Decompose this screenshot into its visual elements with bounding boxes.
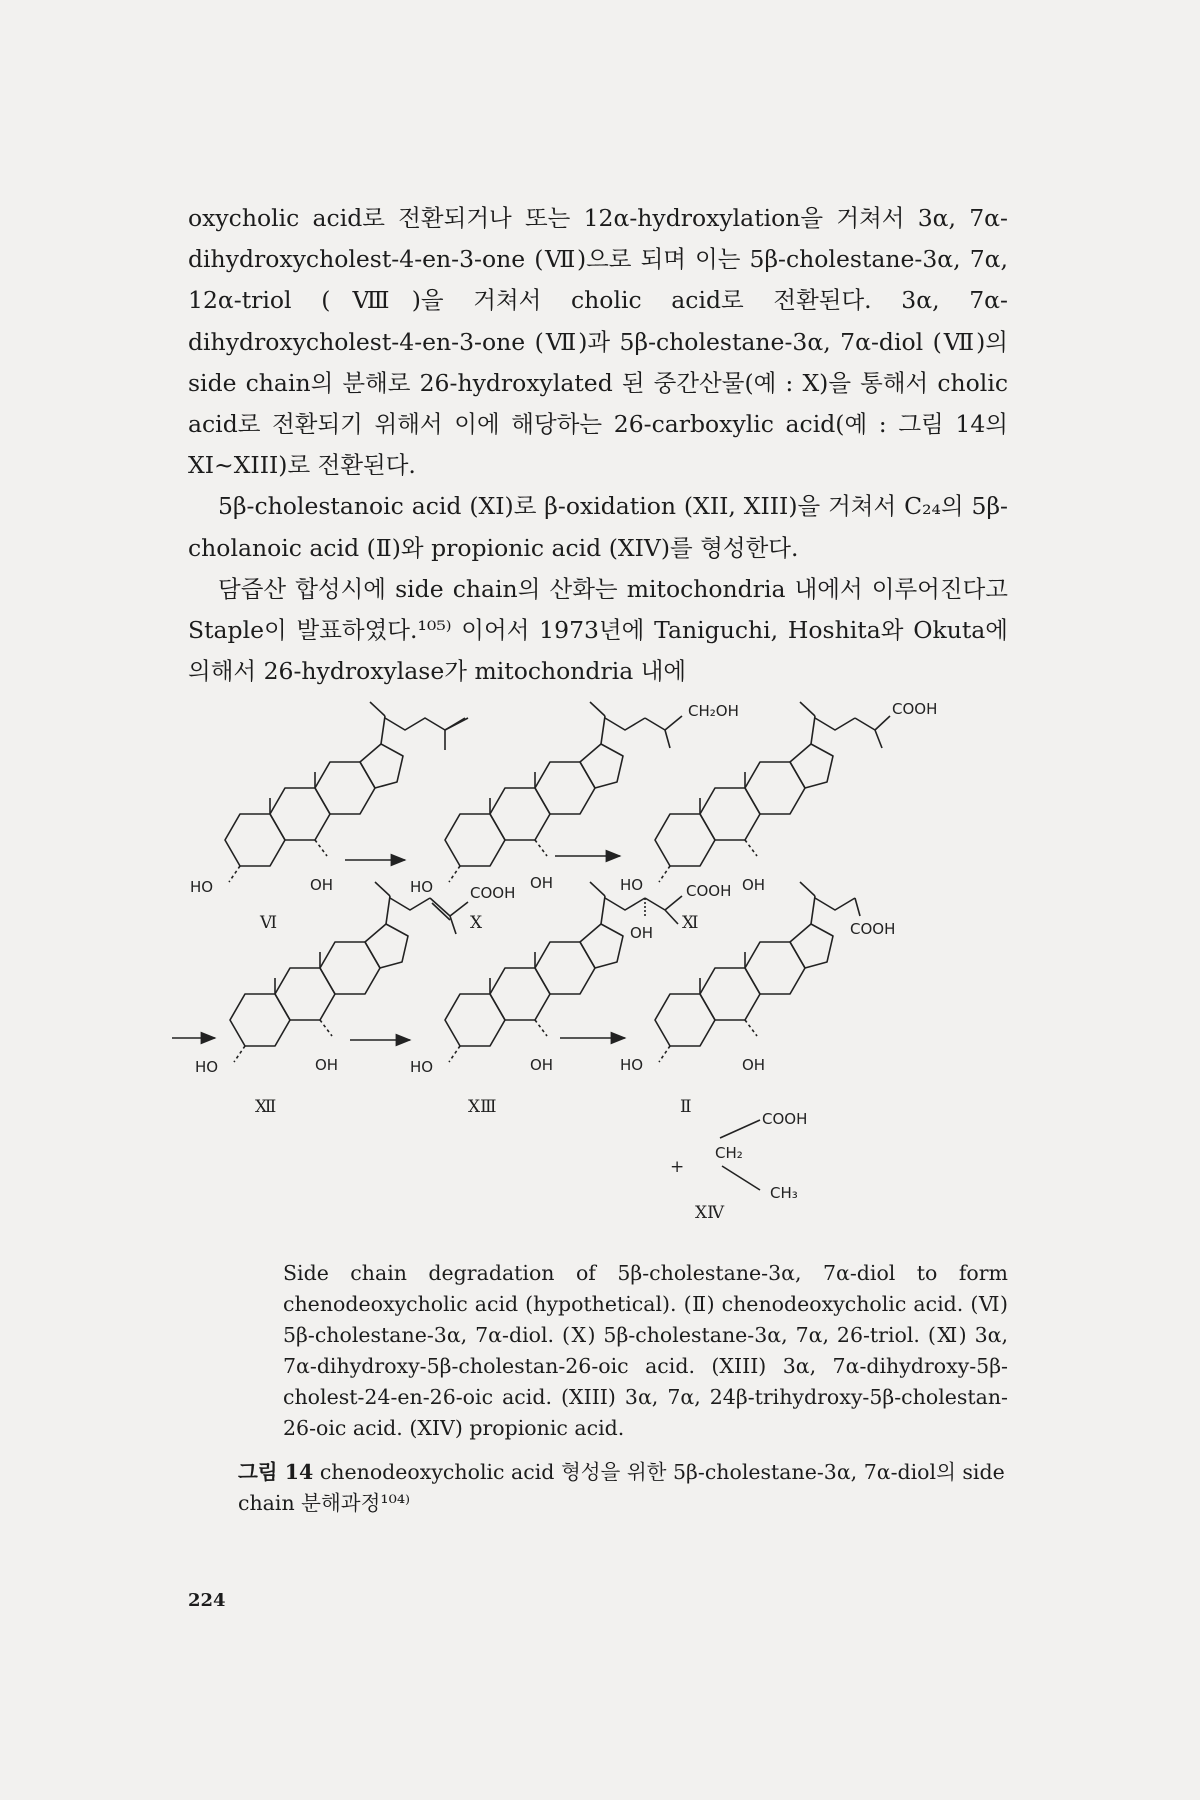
paragraph: oxycholic acid로 전환되거나 또는 12α-hydroxylation을 거쳐서 3α, 7α-dihydroxycholest-4-en-3-one (Ⅶ)으로 되며 이는 5β-cholestane-3α, 7α, 12α-triol (Ⅷ)을 거쳐서 cholic acid로 전환된다. 3α, 7α-dihydroxycholest-4-en-3-one (Ⅶ)과 5β-cholestane-3α, 7α-diol (Ⅶ)의 side chain의 분해로 26-hydroxylated 된 중간산물(예 : X)을 통해서 cholic acid로 전환되기 위해서 이에 해당하는 26-carboxylic acid(예 : 그림 14의 XI~XIII)로 전환된다. (188, 204, 1008, 480)
page-number: 224 (188, 1590, 226, 1611)
compound-label: XⅢ (468, 1097, 497, 1117)
ho-label: HO (190, 878, 214, 896)
compound-label: Ⅱ (680, 1097, 692, 1117)
compound-12 (195, 882, 515, 1117)
ch3-label: CH₃ (770, 1184, 798, 1202)
oh-label: OH (530, 1056, 554, 1074)
oh-label: OH (742, 1056, 766, 1074)
figure-caption: Side chain degradation of 5β-cholestane-3α, 7α-diol to form chenodeoxycholic acid (hypothetical). (Ⅱ) chenodeoxycholic acid. (Ⅵ) 5β-cholestane-3α, 7α-diol. (Ⅹ) 5β-cholestane-3α, 7α, 26-triol. (Ⅺ) 3α, 7α-dihydroxy-5β-cholestan-26-oic acid. (XIII) 3α, 7α-dihydroxy-5β-cholest-24-en-26-oic acid. (XIII) 3α, 7α, 24β-trihydroxy-5β-cholestan-26-oic acid. (XIV) propionic acid. (283, 1261, 1008, 1440)
reaction-scheme (190, 700, 1020, 1240)
compound-label: Ⅻ (255, 1097, 277, 1117)
ch2-label: CH₂ (715, 1144, 743, 1162)
compound-label: XⅣ (695, 1203, 725, 1223)
oh-label: OH (530, 874, 554, 892)
figure-title-text: chenodeoxycholic acid 형성을 위한 5β-cholestane-3α, 7α-diol의 side chain 분해과정¹⁰⁴⁾ (238, 1460, 1005, 1515)
compound-6 (190, 702, 468, 933)
cooh-label: COOH (470, 884, 516, 902)
oh-label: OH (310, 876, 334, 894)
compound-label: Ⅵ (260, 913, 278, 933)
cooh-label: COOH (892, 700, 938, 718)
ho-label: HO (620, 876, 644, 894)
compound-2 (620, 882, 895, 1117)
figure-14 (190, 700, 1020, 1240)
compound-label: Ⅺ (682, 913, 699, 933)
oh-label: OH (742, 876, 766, 894)
figure-number: 그림 14 (238, 1460, 314, 1484)
cooh-label: COOH (686, 882, 732, 900)
oh-label: OH (630, 924, 654, 942)
plus-sign: + (670, 1157, 685, 1177)
compound-11 (620, 700, 937, 933)
paragraph: 5β-cholestanoic acid (XI)로 β-oxidation (XII, XIII)을 거쳐서 C₂₄의 5β-cholanoic acid (Ⅱ)와 propionic acid (XIV)를 형성한다. (188, 492, 1008, 562)
ho-label: HO (620, 1056, 644, 1074)
ho-label: HO (410, 1058, 434, 1076)
ch2oh-label: CH₂OH (688, 702, 739, 720)
compound-14 (670, 1110, 807, 1223)
cooh-label: COOH (850, 920, 896, 938)
ho-label: HO (410, 878, 434, 896)
body-text (188, 198, 1008, 692)
ho-label: HO (195, 1058, 219, 1076)
compound-label: Ⅹ (470, 913, 483, 933)
figure-title (238, 1457, 1008, 1519)
paragraph: 담즙산 합성시에 side chain의 산화는 mitochondria 내에서 이루어진다고 Staple이 발표하였다.¹⁰⁵⁾ 이어서 1973년에 Taniguchi, Hoshita와 Okuta에 의해서 26-hydroxylase가 mitochondria 내에 (188, 574, 1008, 686)
oh-label: OH (315, 1056, 339, 1074)
cooh-label: COOH (762, 1110, 808, 1128)
